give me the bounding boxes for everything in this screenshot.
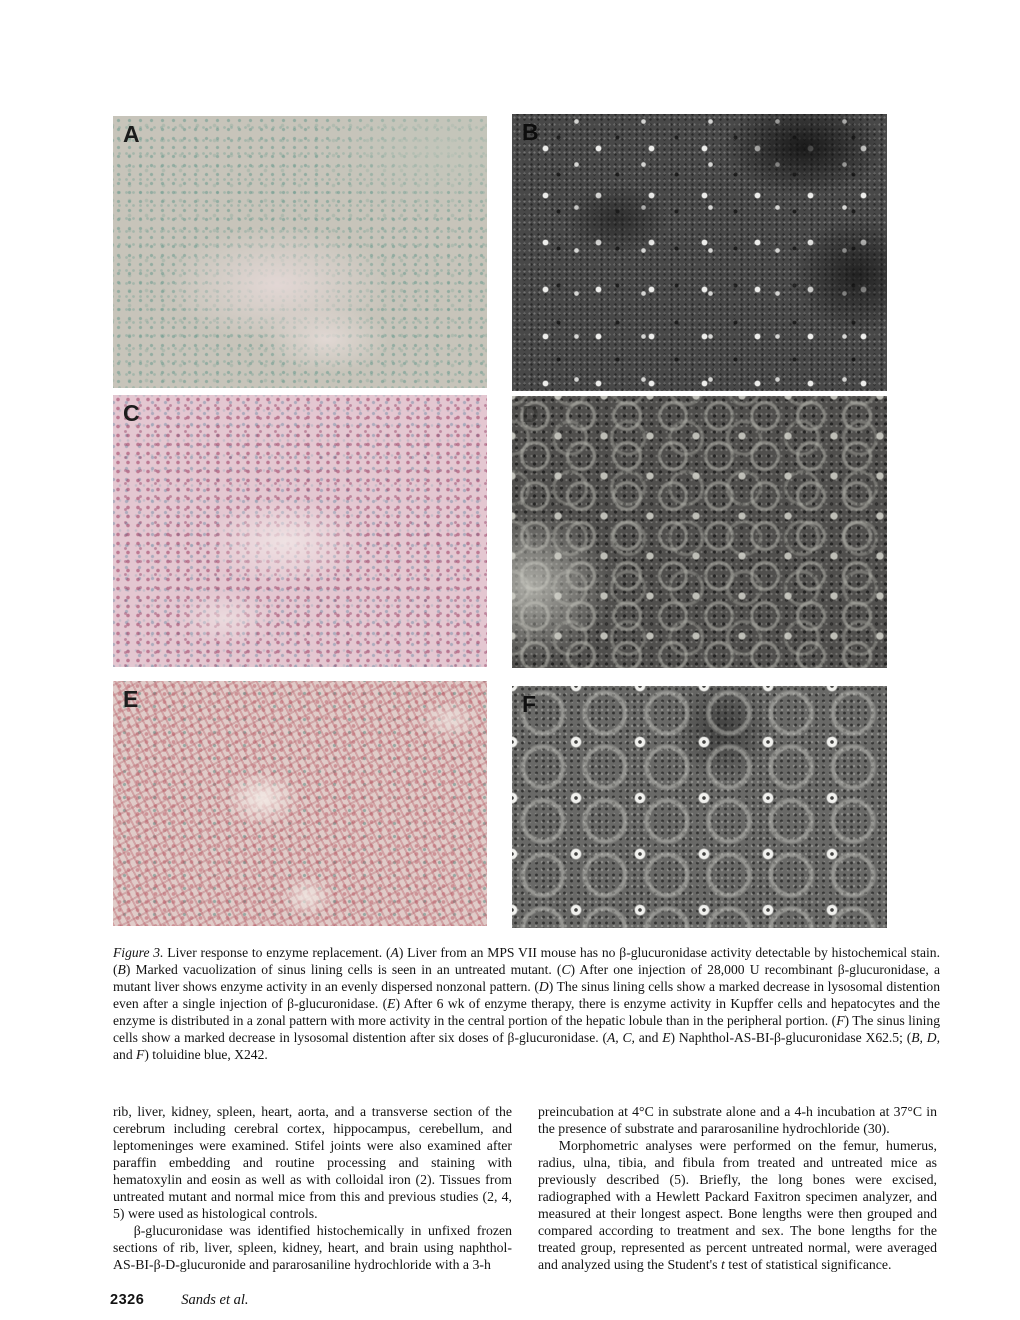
micrograph-panel-b xyxy=(512,114,887,391)
paragraph-methods-continued: rib, liver, kidney, spleen, heart, aorta, and a transverse section of the cerebrum including cerebral cortex, hippocampus, cerebellum, and leptomeninges were examined. Stifel joints were also examined after paraffin embedding and routine processing and staining with hematoxylin and eosin as well as with colloidal iron (2). Tissues from untreated mutant and normal mice from this and previous studies (2, 4, 5) were used as histological controls. xyxy=(113,1104,512,1221)
page-number: 2326 xyxy=(110,1292,145,1308)
micrograph-panel-e xyxy=(113,681,487,926)
figure-caption: Figure 3. Liver response to enzyme replacement. (A) Liver from an MPS VII mouse has no β-glucuronidase activity detectable by histochemical stain. (B) Marked vacuolization of sinus lining cells is seen in an untreated mutant. (C) After one injection of 28,000 U recombinant β-glucuronidase, a mutant liver shows enzyme activity in an evenly dispersed nonzonal pattern. (D) The sinus lining cells show a marked decrease in lysosomal distention even after a single injection of β-glucuronidase. (E) After 6 wk of enzyme therapy, there is enzyme activity in Kupffer cells and hepatocytes and the enzyme is distributed in a zonal pattern with more activity in the central portion of the hepatic lobule than in the peripheral portion. (F) The sinus lining cells show a marked decrease in lysosomal distention after six doses of β-glucuronidase. (A, C, and E) Naphthol-AS-BI-β-glucuronidase X62.5; (B, D, and F) toluidine blue, X242. xyxy=(113,945,941,1062)
micrograph-panel-f xyxy=(512,686,887,928)
panel-label-a: A xyxy=(123,121,141,147)
panel-label-d: D xyxy=(522,401,540,427)
panel-label-e: E xyxy=(123,686,140,712)
micrograph-panel-a xyxy=(113,116,487,388)
panel-label-c: C xyxy=(123,400,141,426)
panel-label-b: B xyxy=(522,119,540,145)
paragraph-histochemistry: β-glucuronidase was identified histochemically in unfixed frozen sections of rib, liver, spleen, kidney, heart, and brain using naphthol-AS-BI-β-D-glucuronide and pararosaniline hydrochloride with a 3-h xyxy=(113,1223,512,1272)
page-footer xyxy=(110,1292,249,1309)
panel-label-f: F xyxy=(522,691,538,717)
paragraph-incubation-continued: preincubation at 4°C in substrate alone and a 4-h incubation at 37°C in the presence of substrate and pararosaniline hydrochloride (30). xyxy=(538,1104,937,1136)
text-column-left xyxy=(113,1103,512,1273)
micrograph-panel-c xyxy=(113,395,487,667)
paragraph-morphometric: Morphometric analyses were performed on the femur, humerus, radius, ulna, tibia, and fibula from treated and untreated mice as previously described (5). Briefly, the long bones were excised, radiographed with a Hewlett Packard Faxitron specimen analyzer, and measured at their longest aspect. Bone lengths were then grouped and compared according to treatment and sex. The bone lengths for the treated group, represented as percent untreated normal, were averaged and analyzed using the Student's t test of statistical significance. xyxy=(538,1138,937,1272)
text-column-right xyxy=(538,1103,937,1273)
running-authors: Sands et al. xyxy=(181,1292,249,1308)
micrograph-panel-d xyxy=(512,396,887,668)
